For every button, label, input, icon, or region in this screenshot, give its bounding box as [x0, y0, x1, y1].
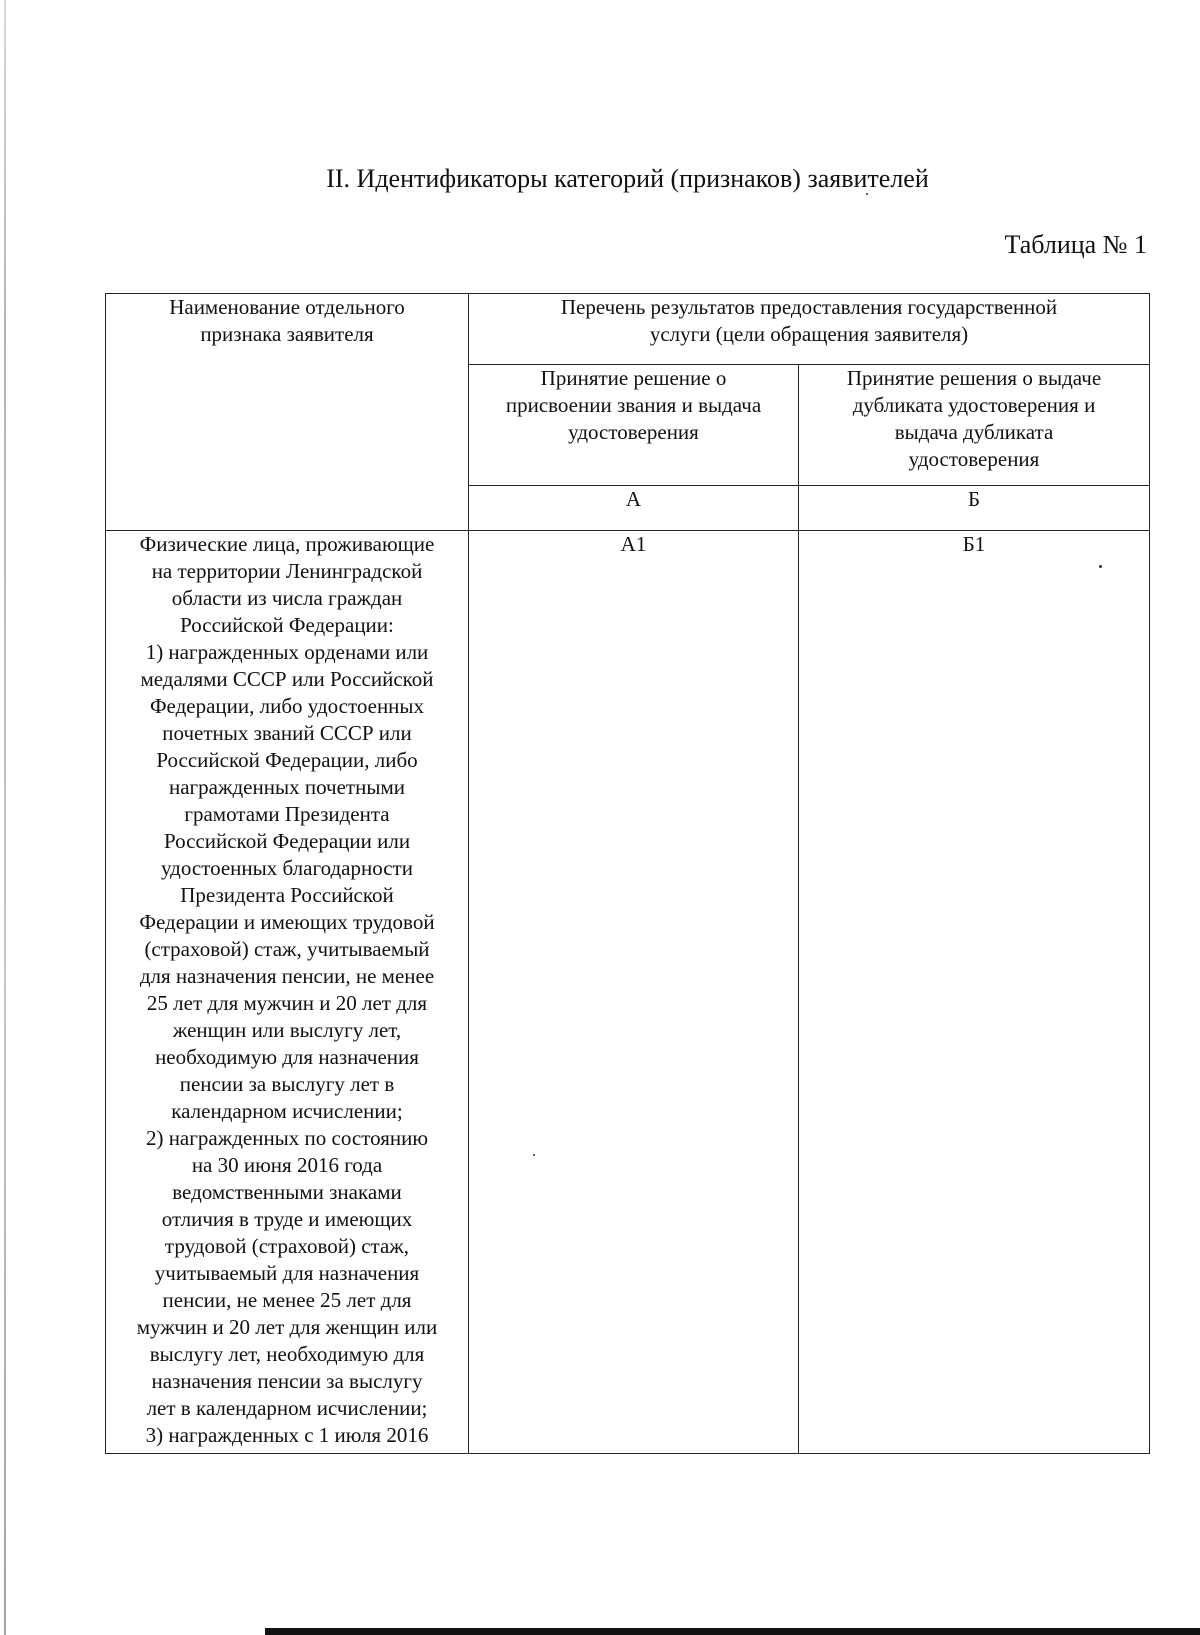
table-label: Таблица № 1	[1004, 230, 1147, 259]
scan-speck	[866, 193, 868, 195]
section-title: II. Идентификаторы категорий (признаков) заявителей	[326, 164, 929, 193]
scan-edge-bottom	[265, 1628, 1200, 1635]
row-code-a-cell: А1	[469, 531, 799, 1454]
header-results-cell: Перечень результатов предоставления государственной услуги (цели обращения заявителя)	[469, 294, 1150, 365]
subheader-b-cell: Принятие решения о выдаче дубликата удостоверения и выдача дубликата удостоверения	[799, 365, 1150, 486]
table-header-row	[106, 294, 1150, 365]
scan-speck	[1099, 565, 1102, 568]
row-code-b-cell: Б1	[799, 531, 1150, 1454]
code-a-cell: А	[469, 486, 799, 531]
code-b-cell: Б	[799, 486, 1150, 531]
header-name-cell: Наименование отдельного признака заявителя	[106, 294, 469, 531]
scan-speck	[533, 1154, 535, 1156]
scan-edge-left	[4, 0, 6, 1635]
applicant-categories-table	[105, 293, 1150, 1454]
table-row	[106, 531, 1150, 1454]
category-description-cell: Физические лица, проживающие на территории Ленинградской области из числа граждан Российской Федерации: 1) награжденных орденами или медалями СССР или Российской Федерации, либо удостоенных почетных званий СССР или Российской Федерации, либо награжденных почетными грамотами Президента Российской Федерации или удостоенных благодарности Президента Российской Федерации и имеющих трудовой (страховой) стаж, учитываемый для назначения пенсии, не менее 25 лет для мужчин и 20 лет для женщин или выслугу лет, необходимую для назначения пенсии за выслугу лет в календарном исчислении; 2) награжденных по состоянию на 30 июня 2016 года ведомственными знаками отличия в труде и имеющих трудовой (страховой) стаж, учитываемый для назначения пенсии, не менее 25 лет для мужчин и 20 лет для женщин или выслугу лет, необходимую для назначения пенсии за выслугу лет в календарном исчислении; 3) награжденных с 1 июля 2016	[106, 531, 469, 1454]
subheader-a-cell: Принятие решение о присвоении звания и выдача удостоверения	[469, 365, 799, 486]
